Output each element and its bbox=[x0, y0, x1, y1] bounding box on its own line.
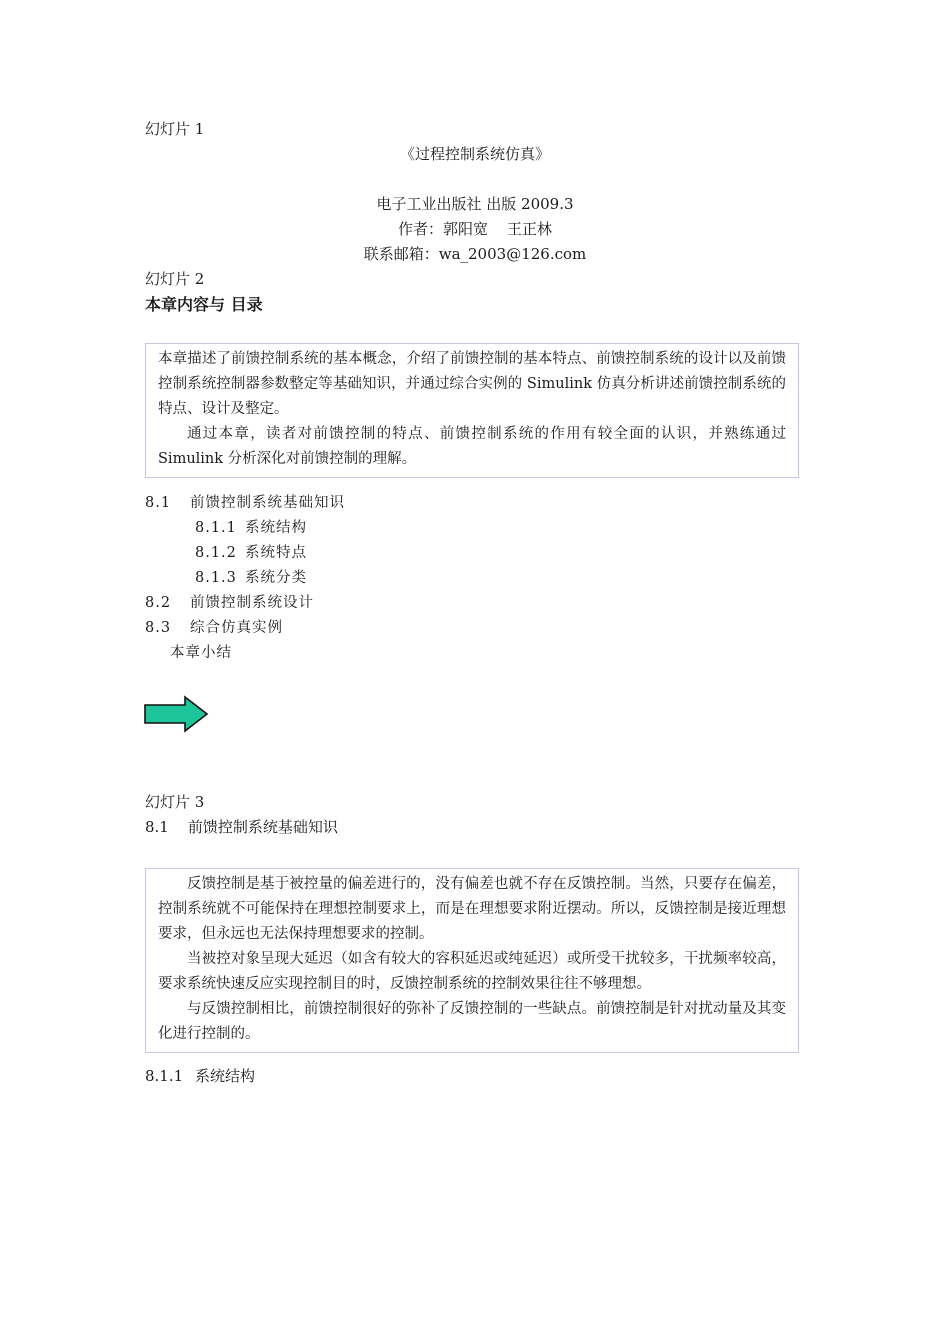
toc-text: 本章小结 bbox=[170, 645, 232, 661]
toc-text: 系统结构 bbox=[245, 520, 307, 536]
subsection-title: 系统结构 bbox=[195, 1067, 256, 1085]
toc-text: 系统特点 bbox=[245, 545, 307, 561]
chapter-summary-box bbox=[145, 343, 799, 478]
explanation-paragraph-2: 当被控对象呈现大延迟（如含有较大的容积延迟或纯延迟）或所受干扰较多，干扰频率较高，要求系统快速反应实现控制目的时，反馈控制系统的控制效果往往不够理想。 bbox=[158, 951, 786, 992]
toc-number: 8.1.1 bbox=[195, 520, 237, 536]
toc-item-summary bbox=[170, 641, 232, 662]
toc-text: 前馈控制系统基础知识 bbox=[190, 495, 345, 511]
subsection-8-1-1-heading bbox=[145, 1065, 255, 1086]
explanation-paragraph-1: 反馈控制是基于被控量的偏差进行的，没有偏差也就不存在反馈控制。当然，只要存在偏差，控制系统就不可能保持在理想控制要求上，而是在理想要求附近摆动。所以，反馈控制是接近理想要求，但永远也无法保持理想要求的控制。 bbox=[158, 876, 786, 942]
toc-text: 系统分类 bbox=[245, 570, 307, 586]
toc-number: 8.2 bbox=[145, 595, 172, 611]
summary-paragraph-2: 通过本章，读者对前馈控制的特点、前馈控制系统的作用有较全面的认识，并熟练通过 Simulink 分析深化对前馈控制的理解。 bbox=[158, 426, 786, 467]
toc-item-8-2 bbox=[145, 591, 314, 612]
email-line: 联系邮箱：wa_2003@126.com bbox=[363, 245, 587, 263]
explanation-paragraph-3: 与反馈控制相比，前馈控制很好的弥补了反馈控制的一些缺点。前馈控制是针对扰动量及其变化进行控制的。 bbox=[158, 1001, 786, 1042]
toc-number: 8.3 bbox=[145, 620, 172, 636]
toc-item-8-3 bbox=[145, 616, 283, 637]
toc-number: 8.1.3 bbox=[195, 570, 237, 586]
toc-text: 综合仿真实例 bbox=[190, 620, 283, 636]
summary-paragraph-1: 本章描述了前馈控制系统的基本概念，介绍了前馈控制的基本特点、前馈控制系统的设计以及前馈控制系统控制器参数整定等基础知识，并通过综合实例的 Simulink 仿真分析讲述前馈控制系统的特点、设计及整定。 bbox=[158, 351, 786, 417]
feedback-explanation-box bbox=[145, 868, 799, 1053]
toc-number: 8.1 bbox=[145, 495, 172, 511]
slide-1-label: 幻灯片 1 bbox=[145, 120, 205, 138]
toc-item-8-1-2 bbox=[195, 541, 307, 562]
book-title: 《过程控制系统仿真》 bbox=[399, 145, 550, 163]
toc-number: 8.1.2 bbox=[195, 545, 237, 561]
slide-2-label: 幻灯片 2 bbox=[145, 270, 205, 288]
toc-item-8-1-1 bbox=[195, 516, 307, 537]
next-arrow-icon[interactable] bbox=[144, 695, 210, 733]
subsection-number: 8.1.1 bbox=[145, 1067, 184, 1085]
publisher-line: 电子工业出版社 出版 2009.3 bbox=[376, 195, 574, 213]
toc-item-8-1 bbox=[145, 491, 345, 512]
toc-item-8-1-3 bbox=[195, 566, 307, 587]
authors-line: 作者：郭阳宽 王正林 bbox=[397, 220, 553, 238]
section-8-1-heading: 8.1 前馈控制系统基础知识 bbox=[145, 818, 338, 836]
toc-text: 前馈控制系统设计 bbox=[190, 595, 314, 611]
chapter-contents-heading: 本章内容与 目录 bbox=[145, 295, 263, 314]
slide-3-label: 幻灯片 3 bbox=[145, 793, 205, 811]
